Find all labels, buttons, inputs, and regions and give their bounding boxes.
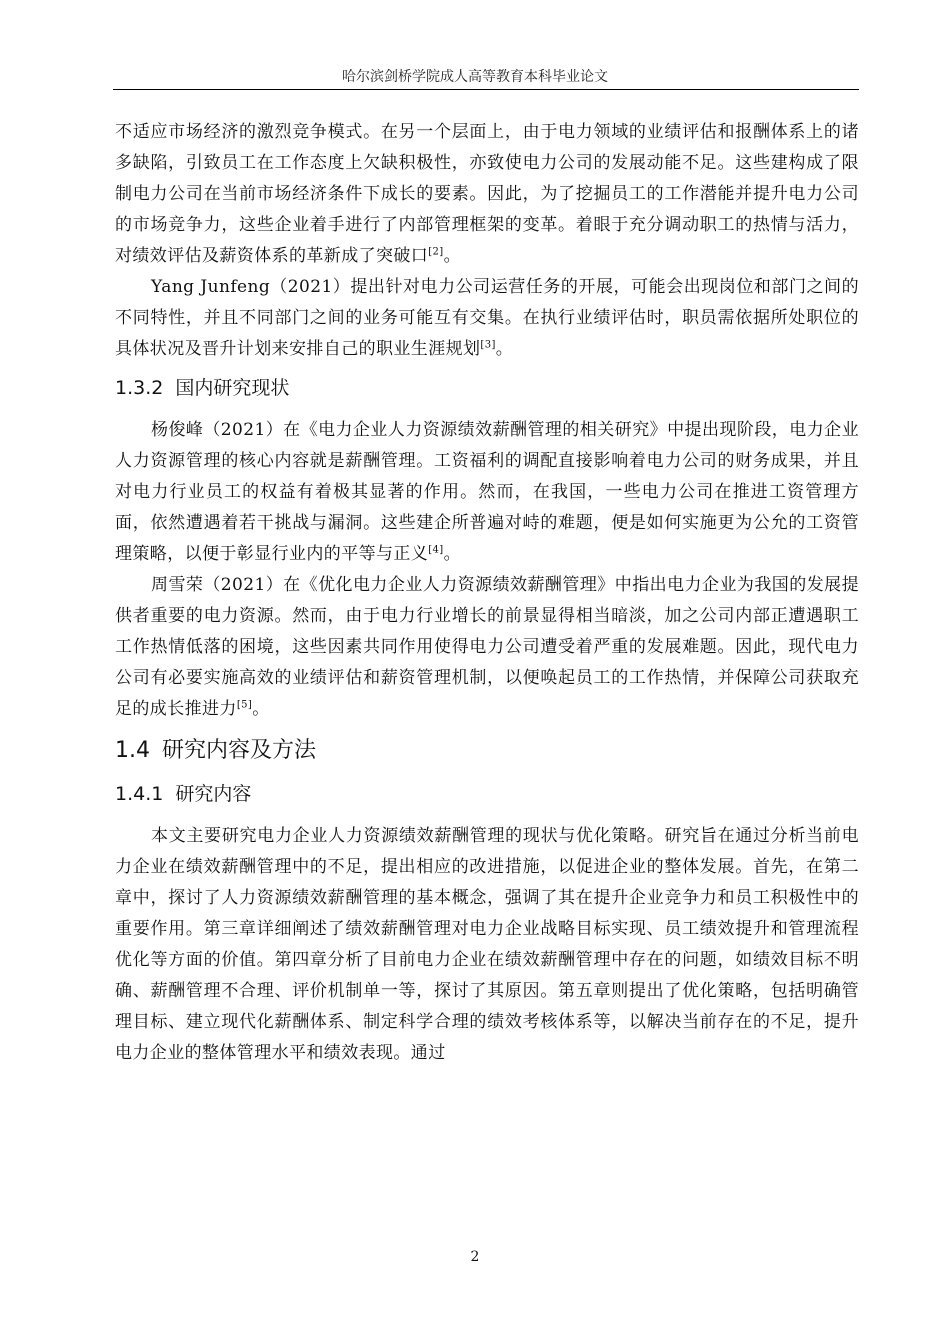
heading-1-3-2-title: 国内研究现状 [175,377,290,399]
running-header: 哈尔滨剑桥学院成人高等教育本科毕业论文 [342,69,608,85]
heading-1-4-1-title: 研究内容 [175,783,252,805]
heading-1-4-1 [115,777,859,811]
paragraph-1-text: 不适应市场经济的激烈竞争模式。在另一个层面上，由于电力领域的业绩评估和报酬体系上的诸多缺陷，引致员工在工作态度上欠缺积极性，亦致使电力公司的发展动能不足。这些建构成了限制电力公司在当前市场经济条件下成长的要素。因此，为了挖掘员工的工作潜能并提升电力公司的市场竞争力，这些企业着手进行了内部管理框架的变革。着眼于充分调动职工的热情与活力，对绩效评估及薪资体系的革新成了突破口 [115,122,859,266]
heading-1-4-title: 研究内容及方法 [162,738,317,763]
paragraph-4-end: 。 [252,699,270,719]
paragraph-4-text: 周雪荣（2021）在《优化电力企业人力资源绩效薪酬管理》中指出电力企业为我国的发展提供者重要的电力资源。然而，由于电力行业增长的前景显得相当暗淡，加之公司内部正遭遇职工工作热情低落的困境，这些因素共同作用使得电力公司遭受着严重的发展难题。因此，现代电力公司有必要实施高效的业绩评估和薪资管理机制，以便唤起员工的工作热情，并保障公司获取充足的成长推进力 [115,575,859,719]
heading-1-3-2 [115,371,859,405]
citation-2: [2] [428,246,444,258]
paragraph-3-end: 。 [443,544,461,564]
paragraph-2-text: Yang Junfeng（2021）提出针对电力公司运营任务的开展，可能会出现岗位和部门之间的不同特性，并且不同部门之间的业务可能互有交集。在执行业绩评估时，职员需依据所处职位的具体状况及晋升计划来安排自己的职业生涯规划 [115,277,859,359]
header-rule [113,89,859,90]
citation-3: [3] [480,339,496,351]
page-body [115,117,859,1069]
paragraph-1-end: 。 [443,246,461,266]
page-number: 2 [470,1249,480,1265]
heading-1-4-1-number: 1.4.1 [115,783,164,805]
paragraph-3 [115,415,859,570]
paragraph-2-end: 。 [495,339,514,359]
citation-4: [4] [428,544,444,556]
heading-1-4-number: 1.4 [115,738,150,763]
paragraph-3-text: 杨俊峰（2021）在《电力企业人力资源绩效薪酬管理的相关研究》中提出现阶段，电力企业人力资源管理的核心内容就是薪酬管理。工资福利的调配直接影响着电力公司的财务成果，并且对电力行业员工的权益有着极其显著的作用。然而，在我国，一些电力公司在推进工资管理方面，依然遭遇着若干挑战与漏洞。这些建企所普遍对峙的难题，便是如何实施更为公允的工资管理策略，以便于彰显行业内的平等与正义 [115,420,859,564]
paragraph-2 [115,272,859,365]
paragraph-1 [115,117,859,272]
heading-1-3-2-number: 1.3.2 [115,377,164,399]
paragraph-5: 本文主要研究电力企业人力资源绩效薪酬管理的现状与优化策略。研究旨在通过分析当前电力企业在绩效薪酬管理中的不足，提出相应的改进措施，以促进企业的整体发展。首先，在第二章中，探讨了人力资源绩效薪酬管理的基本概念，强调了其在提升企业竞争力和员工积极性中的重要作用。第三章详细阐述了绩效薪酬管理对电力企业战略目标实现、员工绩效提升和管理流程优化等方面的价值。第四章分析了目前电力企业在绩效薪酬管理中存在的问题，如绩效目标不明确、薪酬管理不合理、评价机制单一等，探讨了其原因。第五章则提出了优化策略，包括明确管理目标、建立现代化薪酬体系、制定科学合理的绩效考核体系等，以解决当前存在的不足，提升电力企业的整体管理水平和绩效表现。通过 [115,826,859,1063]
heading-1-4 [115,731,859,771]
citation-5: [5] [236,699,253,711]
paragraph-4 [115,570,859,725]
